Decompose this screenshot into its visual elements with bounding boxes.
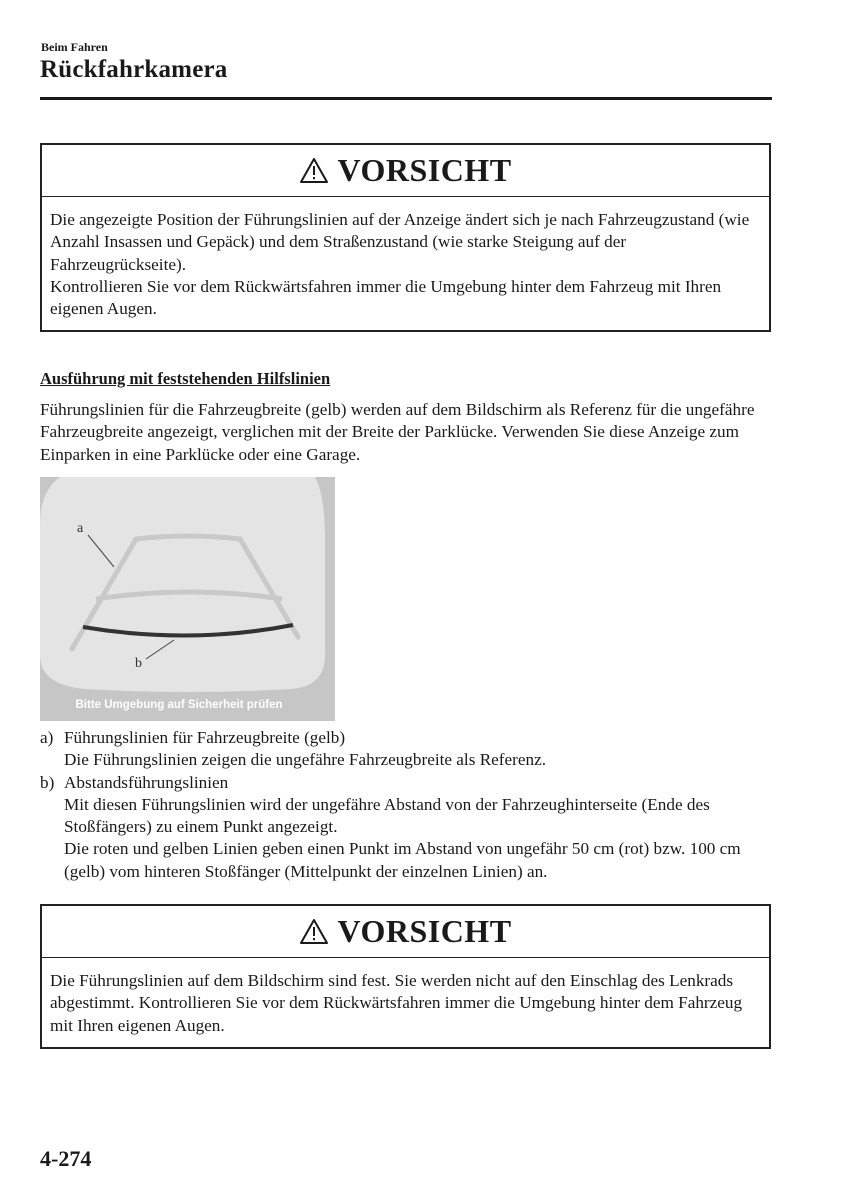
legend-title-b: Abstandsführungslinien xyxy=(64,772,229,792)
figure-legend xyxy=(40,727,780,883)
caution-paragraph: Die angezeigte Position der Führungslinien auf der Anzeige ändert sich je nach Fahrzeugzustand (wie Anzahl Insassen und Gepäck) und dem Straßenzustand (wie starke Steigung auf der Fahrzeugrückseite). xyxy=(50,210,750,274)
page-title: Rückfahrkamera xyxy=(40,56,228,83)
section-label: Beim Fahren xyxy=(41,40,108,54)
caution-box-1 xyxy=(40,143,771,332)
caution-body xyxy=(42,958,769,1047)
caution-paragraph: Die Führungslinien auf dem Bildschirm sind fest. Sie werden nicht auf den Einschlag des Lenkrads abgestimmt. Kontrollieren Sie vor dem Rückwärtsfahren immer die Umgebung hinter dem Fahrzeug mit Ihren eigenen Augen. xyxy=(50,971,743,1035)
legend-desc-b2: Die roten und gelben Linien geben einen Punkt im Abstand von ungefähr 50 cm (rot) bzw. 100 cm (gelb) vom hinteren Stoßfänger (Mittelpunkt der einzelnen Linien) an. xyxy=(64,839,741,881)
legend-desc-a: Die Führungslinien zeigen die ungefähre Fahrzeugbreite als Referenz. xyxy=(64,750,547,770)
legend-item-b xyxy=(40,772,780,794)
warning-triangle-icon xyxy=(299,918,329,945)
legend-title-a: Führungslinien für Fahrzeugbreite (gelb) xyxy=(64,728,346,747)
page-number: 4-274 xyxy=(40,1146,92,1171)
label-b: b xyxy=(135,656,142,671)
header-rule xyxy=(40,97,772,100)
caution-header xyxy=(42,906,769,958)
caution-body xyxy=(42,197,769,330)
camera-figure xyxy=(40,477,335,721)
label-a: a xyxy=(77,521,84,536)
legend-item-a xyxy=(40,727,780,749)
legend-mark-b: b) xyxy=(40,772,55,792)
caution-title: VORSICHT xyxy=(337,152,512,188)
camera-view-area xyxy=(40,477,325,692)
warning-triangle-icon xyxy=(299,157,329,184)
section-heading: Ausführung mit feststehenden Hilfslinien xyxy=(40,369,331,388)
legend-mark-a: a) xyxy=(40,728,54,747)
caution-header xyxy=(42,145,769,197)
caution-paragraph: Kontrollieren Sie vor dem Rückwärtsfahren immer die Umgebung hinter dem Fahrzeug mit Ihren eigenen Augen. xyxy=(50,276,722,319)
screen-caption: Bitte Umgebung auf Sicherheit prüfen xyxy=(75,699,283,711)
legend-desc-b1: Mit diesen Führungslinien wird der ungefähre Abstand von der Fahrzeughinterseite (Ende des Stoßfängers) zu einem Punkt angezeigt. xyxy=(64,794,710,837)
section-intro: Führungslinien für die Fahrzeugbreite (gelb) werden auf dem Bildschirm als Referenz für die ungefähre Fahrzeugbreite angezeigt, verglichen mit der Breite der Parklücke. Verwenden Sie diese Anzeige zum Einparken in eine Parklücke oder eine Garage. xyxy=(40,400,755,464)
caution-title: VORSICHT xyxy=(337,913,512,949)
camera-view-graphic xyxy=(40,477,335,721)
caution-box-2 xyxy=(40,904,771,1049)
